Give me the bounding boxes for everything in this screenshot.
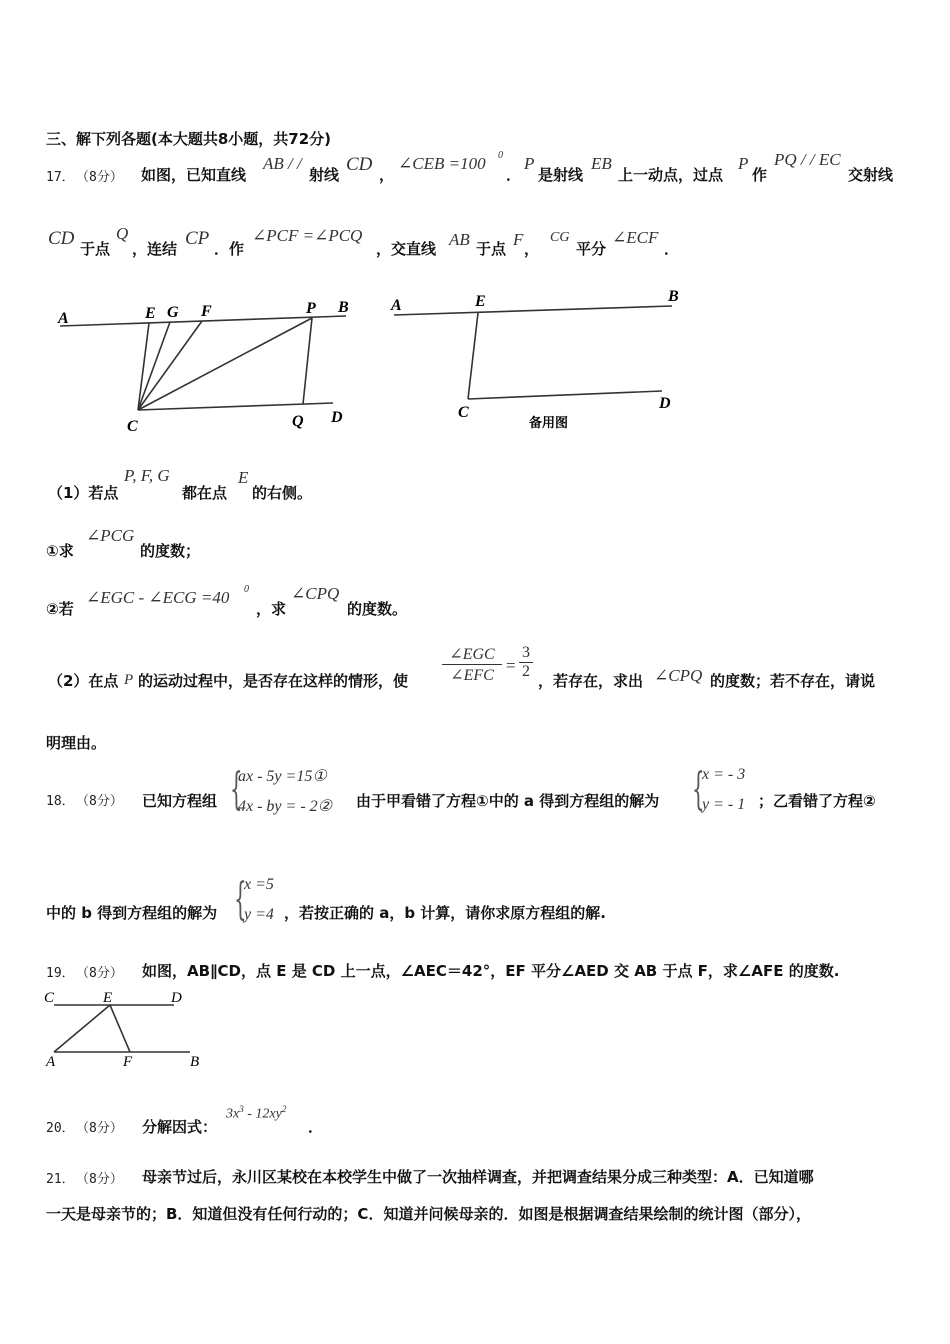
- q20-expression: $3x^3 - 12xy^2$: [226, 1104, 287, 1122]
- label-c: C: [44, 990, 55, 1006]
- q17-part2: （2）在点 P 的运动过程中，是否存在这样的情形，使 ∠EGC ∠EFC = 3 2 ，若存在，求出 ∠CPQ 的度数；若不存在，请说: [48, 644, 876, 690]
- segment-cp: [138, 318, 312, 410]
- ray-cd: [468, 391, 662, 399]
- label-d: D: [659, 395, 671, 412]
- q17-part2-end: 明理由。: [46, 734, 107, 752]
- label-e: E: [103, 990, 113, 1006]
- label-a: A: [391, 297, 402, 314]
- label-a: A: [58, 310, 69, 327]
- fraction-3-2: 3 2: [519, 644, 533, 681]
- q17-figure-main: [46, 290, 366, 440]
- segment-ec: [468, 313, 478, 399]
- label-e: E: [145, 305, 156, 322]
- q18-line2: 中的 b 得到方程组的解为 { x =5 y =4 ，若按正确的 a，b 计算，请你求原方程组的解.: [46, 874, 607, 925]
- q17-figure-backup: [386, 282, 696, 437]
- q19-line: 19． （8分） 如图，AB∥CD，点 E 是 CD 上一点，∠AEC＝42°，EF 平分∠AED 交 AB 于点 F，求∠AFE 的度数.: [46, 962, 840, 981]
- q19-figure: [40, 986, 220, 1070]
- segment-ae: [54, 1005, 110, 1052]
- label-d: D: [331, 409, 343, 426]
- label-f: F: [201, 303, 212, 320]
- fraction-egc-efc: ∠EGC ∠EFC: [442, 644, 502, 685]
- q18-line1: 18． （8分） 已知方程组 { ax - 5y =15① 4x - by = - 2② 由于甲看错了方程①中的 a 得到方程组的解为 { x = - 3 y = - 1 ；乙看错了方程②: [46, 764, 876, 815]
- brace-icon: {: [230, 764, 243, 815]
- label-b: B: [668, 288, 679, 305]
- q20-line: 20． （8分） 分解因式： $3x^3 - 12xy^2$ ．: [46, 1104, 324, 1136]
- label-q: Q: [292, 413, 304, 430]
- label-f: F: [123, 1054, 133, 1070]
- q17-number: 17．: [46, 170, 75, 185]
- segment-pq: [303, 318, 312, 404]
- brace-icon: {: [692, 764, 705, 815]
- q17-score: （8分）: [76, 170, 123, 185]
- label-c: C: [127, 418, 138, 435]
- brace-icon: {: [234, 874, 247, 925]
- figure-caption: 备用图: [529, 416, 569, 431]
- label-p: P: [306, 300, 316, 317]
- label-b: B: [338, 299, 349, 316]
- section-header: 三、解下列各题(本大题共8小题，共72分): [46, 130, 332, 148]
- segment-ef: [110, 1005, 130, 1052]
- label-c: C: [458, 404, 469, 421]
- line-ab: [394, 306, 672, 315]
- label-a: A: [46, 1054, 56, 1070]
- label-b: B: [190, 1054, 200, 1070]
- label-g: G: [167, 304, 179, 321]
- q21-line1: 21． （8分） 母亲节过后，永川区某校在本校学生中做了一次抽样调查，并把调查结果分成三种类型：A．已知道哪: [46, 1168, 814, 1187]
- q21-line2: 一天是母亲节的；B．知道但没有任何行动的；C．知道并问候母亲的．如图是根据调查结果绘制的统计图（部分），: [46, 1205, 811, 1223]
- label-d: D: [171, 990, 182, 1006]
- label-e: E: [475, 293, 486, 310]
